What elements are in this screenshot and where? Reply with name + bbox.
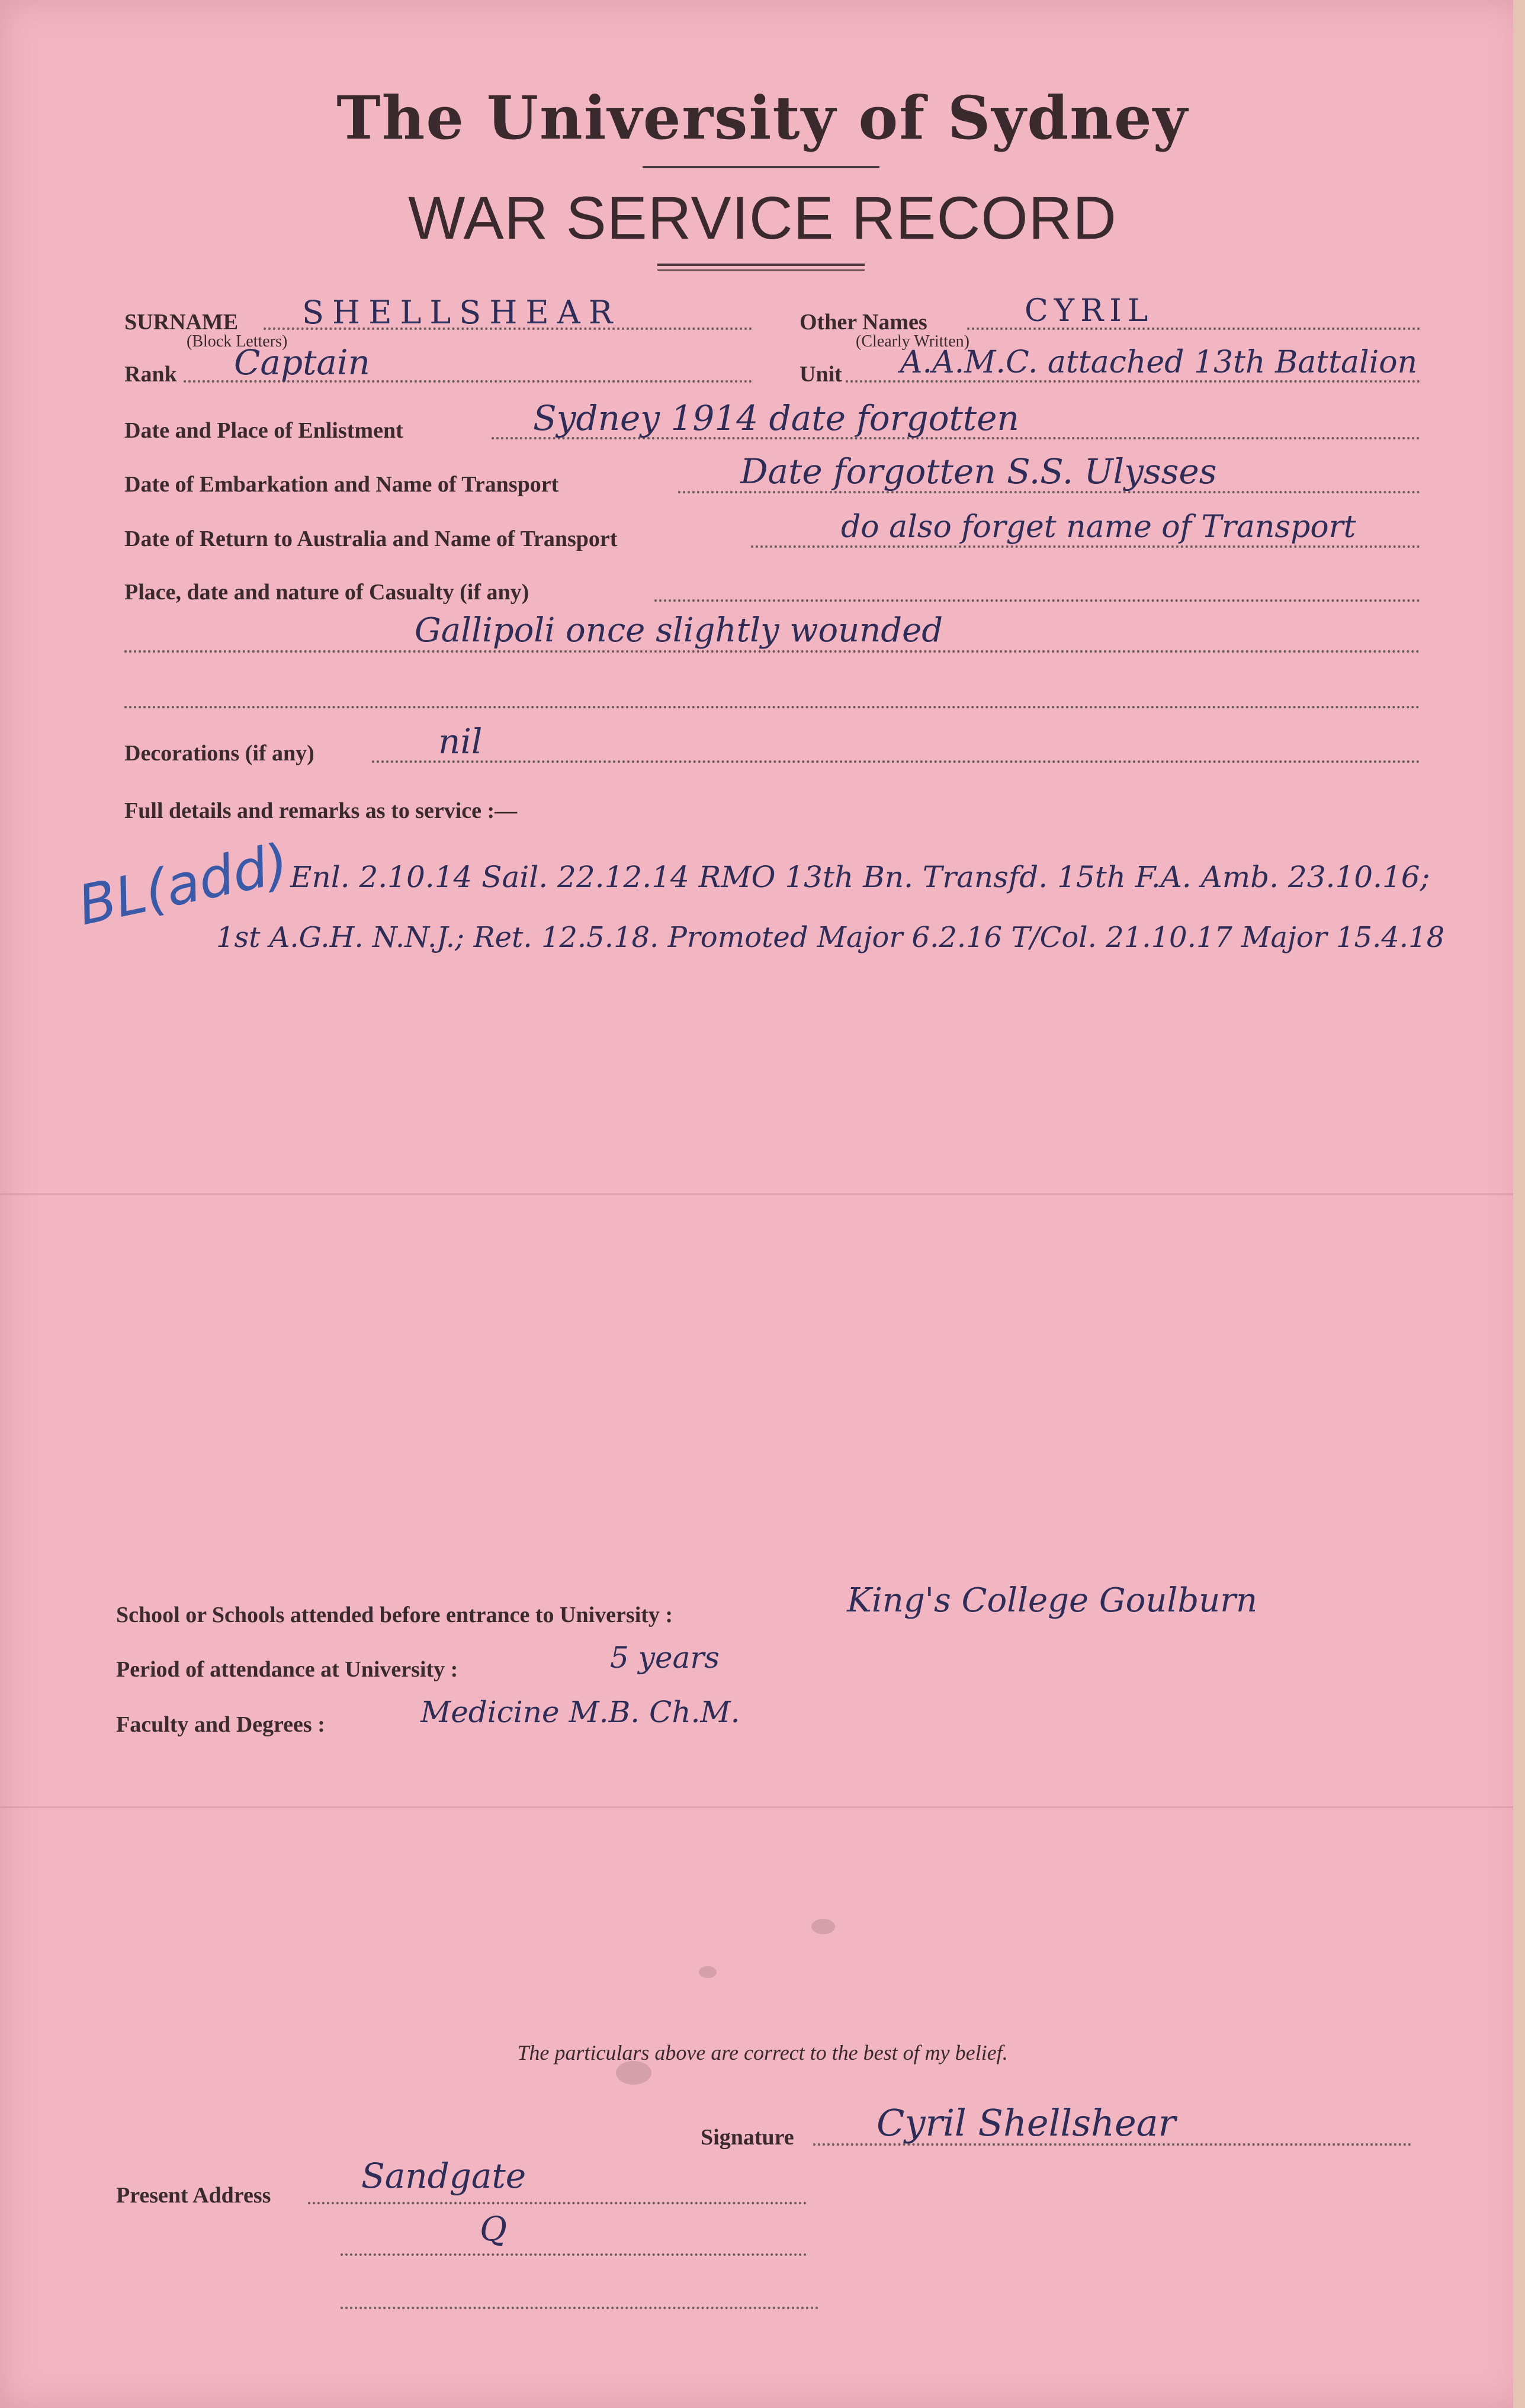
other-names-label: Other Names [800, 310, 927, 335]
details-line-2: 1st A.G.H. N.N.J.; Ret. 12.5.18. Promoted Major 6.2.16 T/Col. 21.10.17 Major 15.4.18 [216, 921, 1445, 954]
details-line-1: Enl. 2.10.14 Sail. 22.12.14 RMO 13th Bn. Transfd. 15th F.A. Amb. 23.10.16; [290, 860, 1430, 894]
ink-smudge [699, 1966, 717, 1978]
school-value: King's College Goulburn [847, 1581, 1258, 1620]
address-line-2 [341, 2253, 807, 2256]
casualty-label: Place, date and nature of Casualty (if any) [124, 580, 529, 605]
address-value-1: Sandgate [361, 2156, 526, 2196]
header-rule-bottom-2 [657, 269, 865, 271]
address-label: Present Address [116, 2183, 271, 2208]
signature-label: Signature [701, 2125, 794, 2150]
embarkation-value: Date forgotten S.S. Ulysses [740, 451, 1217, 492]
return-line [751, 545, 1420, 548]
faculty-label: Faculty and Degrees : [116, 1712, 325, 1737]
period-value: 5 years [610, 1640, 720, 1675]
unit-value: A.A.M.C. attached 13th Battalion [900, 345, 1418, 380]
details-label: Full details and remarks as to service :— [124, 798, 518, 823]
embarkation-label: Date of Embarkation and Name of Transport [124, 472, 559, 497]
unit-label: Unit [800, 362, 842, 387]
return-value: do also forget name of Transport [841, 509, 1356, 545]
other-names-sublabel: (Clearly Written) [856, 332, 969, 351]
casualty-line-3 [124, 706, 1420, 708]
enlistment-value: Sydney 1914 date forgotten [533, 398, 1019, 438]
university-name: The University of Sydney [336, 83, 1189, 153]
faculty-value: Medicine M.B. Ch.M. [420, 1695, 740, 1729]
rank-label: Rank [124, 362, 177, 387]
declaration-text: The particulars above are correct to the best of my belief. [517, 2041, 1008, 2065]
casualty-line-2 [124, 650, 1420, 653]
fold-line [0, 1806, 1513, 1808]
surname-label: SURNAME [124, 310, 239, 335]
ink-smudge [811, 1919, 835, 1934]
enlistment-label: Date and Place of Enlistment [124, 418, 403, 443]
rank-value: Captain [234, 342, 370, 383]
page-title: WAR SERVICE RECORD [408, 184, 1117, 252]
header-rule-top [643, 166, 879, 168]
decorations-line [372, 760, 1420, 763]
casualty-value: Gallipoli once slightly wounded [415, 611, 943, 650]
decorations-value: nil [438, 721, 483, 762]
details-stamp: BL(add) [72, 831, 294, 938]
surname-sublabel: (Block Letters) [187, 332, 288, 351]
school-label: School or Schools attended before entrance to University : [116, 1603, 673, 1627]
address-line-1 [308, 2202, 807, 2204]
address-line-3 [341, 2307, 818, 2309]
decorations-label: Decorations (if any) [124, 741, 314, 766]
unit-line [846, 380, 1420, 383]
surname-value: SHELLSHEAR [302, 294, 621, 331]
fold-line [0, 1193, 1513, 1195]
address-value-2: Q [480, 2210, 507, 2249]
period-label: Period of attendance at University : [116, 1657, 458, 1682]
casualty-line [654, 599, 1420, 602]
return-label: Date of Return to Australia and Name of Transport [124, 526, 618, 551]
other-names-value: CYRIL [1025, 293, 1154, 329]
signature-value: Cyril Shellshear [877, 2101, 1176, 2144]
header-rule-bottom [657, 264, 865, 266]
